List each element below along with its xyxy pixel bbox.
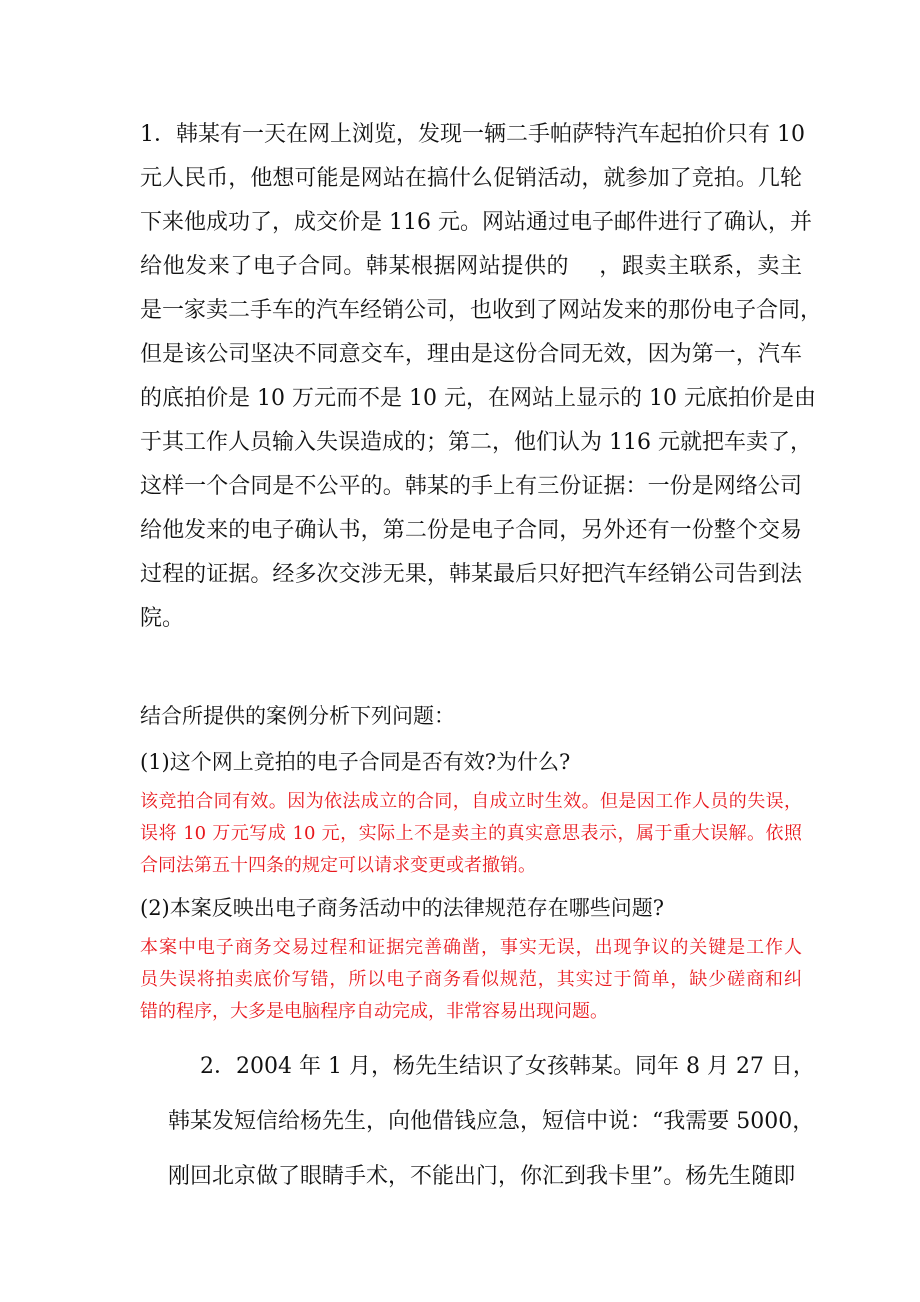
text-line: 的底拍价是 10 万元而不是 10 元，在网站上显示的 10 元底拍价是由 xyxy=(140,386,816,411)
answer-line: 误将 10 万元写成 10 元，实际上不是卖主的真实意思表示，属于重大误解。依照 xyxy=(140,823,802,844)
text-line: 但是该公司坚决不同意交车，理由是这份合同无效，因为第一，汽车 xyxy=(140,342,802,367)
question-2: (2)本案反映出电子商务活动中的法律规范存在哪些问题? xyxy=(140,896,665,920)
answer-2 xyxy=(140,932,802,1028)
text-line: 给他发来了电子合同。韩某根据网站提供的 ，跟卖主联系，卖主 xyxy=(140,254,802,279)
text-line: 过程的证据。经多次交涉无果，韩某最后只好把汽车经销公司告到法 xyxy=(140,562,802,587)
text-line: 刚回北京做了眼睛手术，不能出门，你汇到我卡里”。杨先生随即 xyxy=(168,1164,796,1189)
answer-line: 员失误将拍卖底价写错，所以电子商务看似规范，其实过于简单，缺少磋商和纠 xyxy=(140,969,802,990)
text-line: 韩某发短信给杨先生，向他借钱应急，短信中说：“我需要 5000， xyxy=(168,1109,815,1134)
question-1: (1)这个网上竞拍的电子合同是否有效?为什么? xyxy=(140,750,571,774)
answer-line: 合同法第五十四条的规定可以请求变更或者撤销。 xyxy=(140,855,536,876)
text-line: 是一家卖二手车的汽车经销公司，也收到了网站发来的那份电子合同， xyxy=(140,298,823,323)
answer-line: 错的程序，大多是电脑程序自动完成，非常容易出现问题。 xyxy=(140,1001,608,1022)
answer-1 xyxy=(140,786,802,882)
text-line: 下来他成功了，成交价是 116 元。网站通过电子邮件进行了确认，并 xyxy=(140,210,812,235)
text-line: 元人民币，他想可能是网站在搞什么促销活动，就参加了竞拍。几轮 xyxy=(140,166,802,191)
answer-line: 本案中电子商务交易过程和证据完善确凿，事实无误，出现争议的关键是工作人 xyxy=(140,937,802,958)
text-line: 给他发来的电子确认书，第二份是电子合同，另外还有一份整个交易 xyxy=(140,518,802,543)
text-line: 于其工作人员输入失误造成的；第二，他们认为 116 元就把车卖了， xyxy=(140,430,812,455)
text-line: 院。 xyxy=(140,606,185,631)
text-line: 2．2004 年 1 月，杨先生结识了女孩韩某。同年 8 月 27 日， xyxy=(200,1054,815,1079)
text-line: 1．韩某有一天在网上浏览，发现一辆二手帕萨特汽车起拍价只有 10 xyxy=(140,122,805,147)
text-line: 这样一个合同是不公平的。韩某的手上有三份证据：一份是网络公司 xyxy=(140,474,802,499)
case1-paragraph xyxy=(140,113,823,641)
analysis-prompt: 结合所提供的案例分析下列问题： xyxy=(140,704,455,728)
answer-line: 该竞拍合同有效。因为依法成立的合同，自成立时生效。但是因工作人员的失误， xyxy=(140,791,802,812)
